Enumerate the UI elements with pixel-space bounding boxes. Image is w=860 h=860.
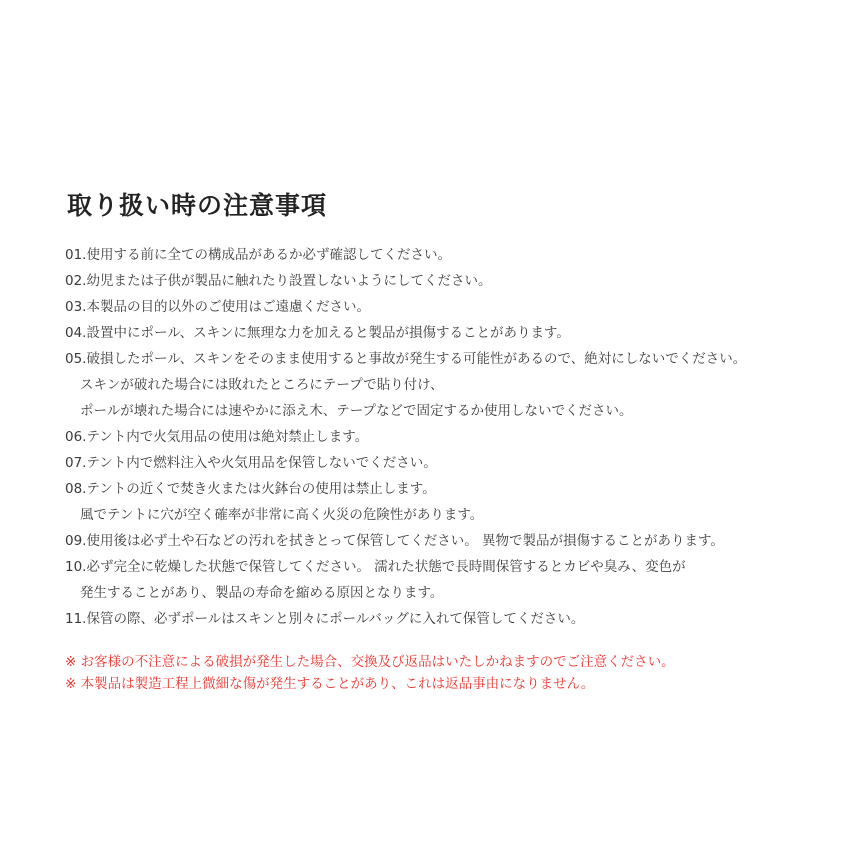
caution-item-08: 08.テントの近くで焚き火または火鉢台の使用は禁止します。 (65, 481, 436, 497)
caution-item-11: 11.保管の際、必ずポールはスキンと別々にポールバッグに入れて保管してください。 (65, 611, 585, 627)
caution-item-06: 06.テント内で火気用品の使用は絶対禁止します。 (65, 429, 369, 445)
warning-note-damage: ※ お客様の不注意による破損が発生した場合、交換及び返品はいたしかねますのでご注意ください。 (65, 654, 675, 670)
caution-item-01: 01.使用する前に全ての構成品があるか必ず確認してください。 (65, 247, 451, 263)
page-title: 取り扱い時の注意事項 (67, 191, 328, 220)
warning-notes (65, 651, 675, 695)
caution-item-09: 09.使用後は必ず土や石などの汚れを拭きとって保管してください。 異物で製品が損傷することがあります。 (65, 533, 724, 549)
caution-item-05: 05.破損したポール、スキンをそのまま使用すると事故が発生する可能性があるので、絶対にしないでください。 (65, 351, 747, 367)
caution-item-05-continued-pole: ポールが壊れた場合には速やかに添え木、テープなどで固定するか使用しないでください。 (80, 403, 633, 419)
caution-item-04: 04.設置中にポール、スキンに無理な力を加えると製品が損傷することがあります。 (65, 325, 570, 341)
warning-note-scratches: ※ 本製品は製造工程上微細な傷が発生することがあり、これは返品事由になりません。 (65, 676, 595, 692)
caution-list (65, 242, 746, 632)
caution-item-10-continued: 発生することがあり、製品の寿命を縮める原因となります。 (80, 585, 444, 601)
caution-item-07: 07.テント内で燃料注入や火気用品を保管しないでください。 (65, 455, 437, 471)
caution-item-05-continued-skin: スキンが破れた場合には敗れたところにテープで貼り付け、 (80, 377, 444, 393)
caution-item-08-continued: 風でテントに穴が空く確率が非常に高く火災の危険性があります。 (80, 507, 484, 523)
caution-item-03: 03.本製品の目的以外のご使用はご遠慮ください。 (65, 299, 370, 315)
caution-item-10: 10.必ず完全に乾燥した状態で保管してください。 濡れた状態で長時間保管するとカビや臭み、変色が (65, 559, 686, 575)
caution-item-02: 02.幼児または子供が製品に触れたり設置しないようにしてください。 (65, 273, 492, 289)
